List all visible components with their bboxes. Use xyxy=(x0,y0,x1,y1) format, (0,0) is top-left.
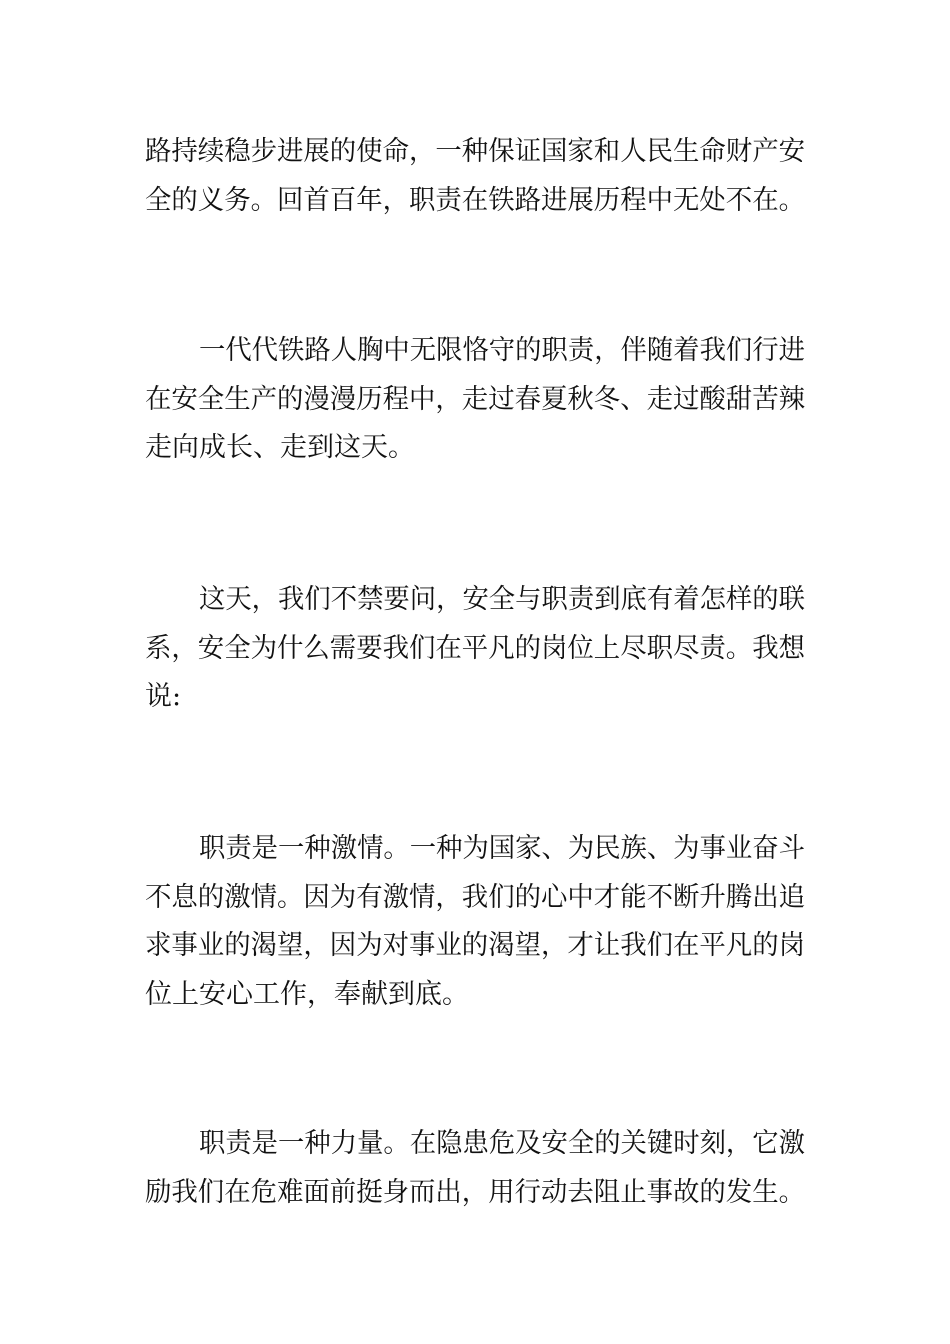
paragraph-2 xyxy=(145,327,805,473)
paragraph-4-line-4: 位上安心工作，奉献到底。 xyxy=(145,978,469,1010)
paragraph-3-line-2: 系，安全为什么需要我们在平凡的岗位上尽职尽责。我想 xyxy=(145,632,806,664)
paragraph-2-line-1: 一代代铁路人胸中无限恪守的职责，伴随着我们行进 xyxy=(198,335,805,366)
paragraph-4 xyxy=(145,825,805,1019)
paragraph-1-line-2: 全的义务。回首百年，职责在铁路进展历程中无处不在。 xyxy=(145,184,806,216)
paragraph-4-line-2: 不息的激情。因为有激情，我们的心中才能不断升腾出追 xyxy=(145,881,806,913)
paragraph-4-line-1: 职责是一种激情。一种为国家、为民族、为事业奋斗 xyxy=(198,833,805,864)
paragraph-3-line-3: 说: xyxy=(145,681,182,712)
paragraph-5-line-1: 职责是一种力量。在隐患危及安全的关键时刻，它激 xyxy=(198,1128,805,1159)
paragraph-2-line-3: 走向成长、走到这天。 xyxy=(145,432,415,463)
paragraph-1 xyxy=(145,128,805,225)
paragraph-4-line-3: 求事业的渴望，因为对事业的渴望，才让我们在平凡的岗 xyxy=(145,930,806,961)
paragraph-5-line-2: 励我们在危难面前挺身而出，用行动去阻止事故的发生。 xyxy=(145,1176,806,1208)
paragraph-2-line-2: 在安全生产的漫漫历程中，走过春夏秋冬、走过酸甜苦辣 xyxy=(145,383,806,415)
paragraph-1-line-1: 路持续稳步进展的使命，一种保证国家和人民生命财产安 xyxy=(145,136,806,167)
paragraph-5 xyxy=(145,1120,805,1217)
paragraph-3-line-1: 这天，我们不禁要问，安全与职责到底有着怎样的联 xyxy=(198,584,805,615)
paragraph-3 xyxy=(145,576,805,722)
